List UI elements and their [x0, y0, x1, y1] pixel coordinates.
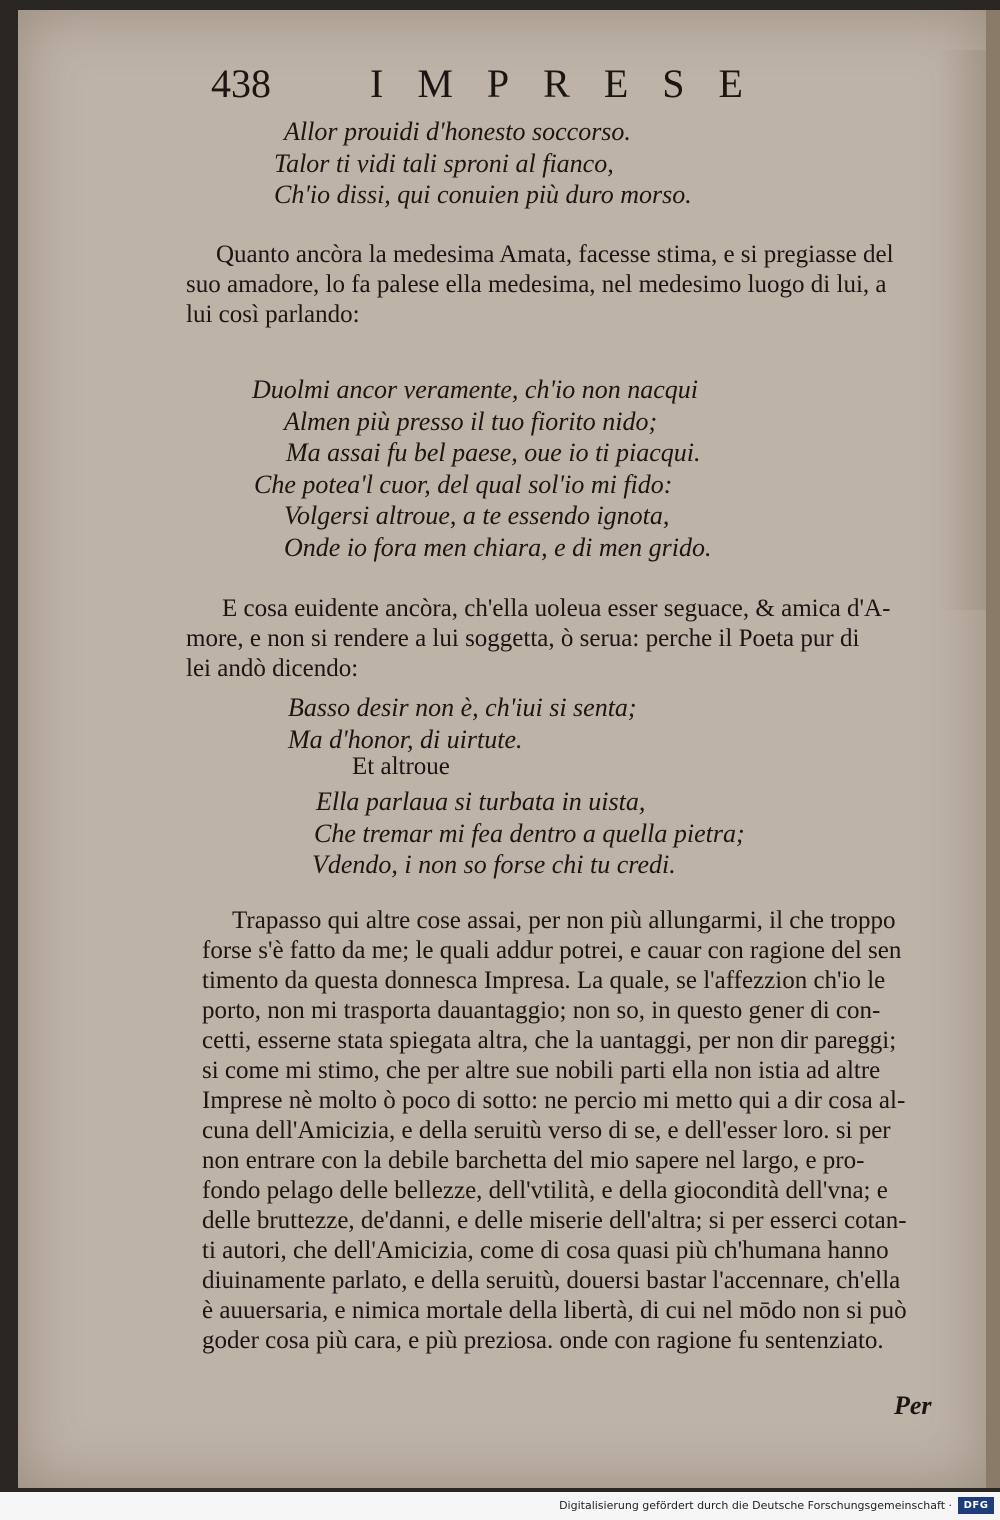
- prose-line: ti autori, che dell'Amicizia, come di cosa quasi più ch'humana hanno: [202, 1237, 889, 1264]
- verse-line: Ch'io dissi, qui conuien più duro morso.: [274, 180, 692, 209]
- verse-line: Ma assai fu bel paese, oue io ti piacqui.: [286, 438, 701, 467]
- prose-line: more, e non si rendere a lui soggetta, ò serua: perche il Poeta pur di: [186, 625, 860, 652]
- prose-line: forse s'è fatto da me; le quali addur potrei, e cauar con ragione del sen: [202, 937, 902, 964]
- verse-line: Ma d'honor, di uirtute.: [288, 724, 523, 754]
- verse-stanza-4: [18, 786, 986, 881]
- verse-stanza-1: [18, 116, 986, 211]
- verse-stanza-2: [18, 374, 986, 563]
- verse-stanza-3: [18, 692, 986, 755]
- prose-line: lei andò dicendo:: [186, 655, 359, 682]
- catchword-line: [18, 1390, 986, 1422]
- prose-line: cetti, esserne stata spiegata altra, che la uantaggi, per non dir pareggi;: [202, 1027, 897, 1054]
- footer-credit: Digitalisierung gefördert durch die Deutsche Forschungsgemeinschaft ·: [559, 1499, 952, 1512]
- verse-line: Che tremar mi fea dentro a quella pietra;: [314, 818, 745, 848]
- digitization-footer: [0, 1492, 1000, 1520]
- verse-line: Allor prouidi d'honesto soccorso.: [284, 117, 631, 146]
- prose-line: goder cosa più cara, e più preziosa. onde con ragione fu sentenziato.: [202, 1327, 884, 1354]
- et-altroue-line: [18, 752, 986, 782]
- prose-paragraph-1: [18, 240, 986, 330]
- prose-line: lui così parlando:: [186, 301, 360, 328]
- verse-line: Almen più presso il tuo fiorito nido;: [284, 406, 658, 436]
- verse-line: Duolmi ancor veramente, ch'io non nacqui: [252, 375, 699, 404]
- prose-line: non entrare con la debile barchetta del mio sapere nel largo, e pro-: [202, 1147, 865, 1174]
- prose-line: Et altroue: [352, 753, 450, 780]
- running-title: IMPRESE: [370, 61, 777, 106]
- prose-line: E cosa euidente ancòra, ch'ella uoleua esser seguace, & amica d'A-: [222, 595, 891, 622]
- prose-line: si come mi stimo, che per altre sue nobili parti ella non istia ad altre: [202, 1057, 881, 1084]
- page-number: 438: [211, 61, 271, 106]
- verse-line: Che potea'l cuor, del qual sol'io mi fido:: [254, 469, 673, 499]
- prose-line: è auuersaria, e nimica mortale della libertà, di cui nel mōdo non si può: [202, 1297, 907, 1324]
- verse-line: Basso desir non è, ch'iui si senta;: [288, 693, 637, 722]
- book-page: [18, 10, 986, 1488]
- prose-line: delle bruttezze, de'danni, e delle miserie dell'altra; si per esserci cotan-: [202, 1207, 907, 1234]
- catchword: Per: [894, 1391, 932, 1420]
- verse-line: Ella parlaua si turbata in uista,: [316, 787, 646, 816]
- verse-line: Talor ti vidi tali sproni al fianco,: [274, 148, 614, 178]
- prose-line: cuna dell'Amicizia, e della seruitù verso di se, e dell'esser loro. si per: [202, 1117, 891, 1144]
- dfg-logo: DFG: [958, 1497, 994, 1514]
- verse-line: Volgersi altroue, a te essendo ignota,: [284, 501, 670, 530]
- prose-paragraph-2: [18, 594, 986, 684]
- prose-line: fondo pelago delle bellezze, dell'vtilità, e della giocondità dell'vna; e: [202, 1177, 888, 1204]
- prose-line: suo amadore, lo fa palese ella medesima, nel medesimo luogo di lui, a: [186, 271, 887, 298]
- prose-line: Trapasso qui altre cose assai, per non più allungarmi, il che troppo: [232, 907, 896, 934]
- page-edge: [986, 10, 1000, 1488]
- page-header: [18, 60, 986, 110]
- prose-line: timento da questa donnesca Impresa. La quale, se l'affezzion ch'io le: [202, 967, 886, 994]
- verse-line: Vdendo, i non so forse chi tu credi.: [312, 850, 676, 879]
- prose-line: diuinamente parlato, e della seruitù, douersi bastar l'accennare, ch'ella: [202, 1267, 901, 1294]
- prose-line: Quanto ancòra la medesima Amata, facesse stima, e si pregiasse del: [216, 241, 894, 268]
- prose-paragraph-3: [18, 906, 986, 1356]
- prose-line: porto, non mi trasporta dauantaggio; non so, in questo gener di con-: [202, 997, 881, 1024]
- verse-line: Onde io fora men chiara, e di men grido.: [284, 532, 712, 562]
- prose-line: Imprese nè molto ò poco di sotto: ne percio mi metto qui a dir cosa al-: [202, 1087, 906, 1114]
